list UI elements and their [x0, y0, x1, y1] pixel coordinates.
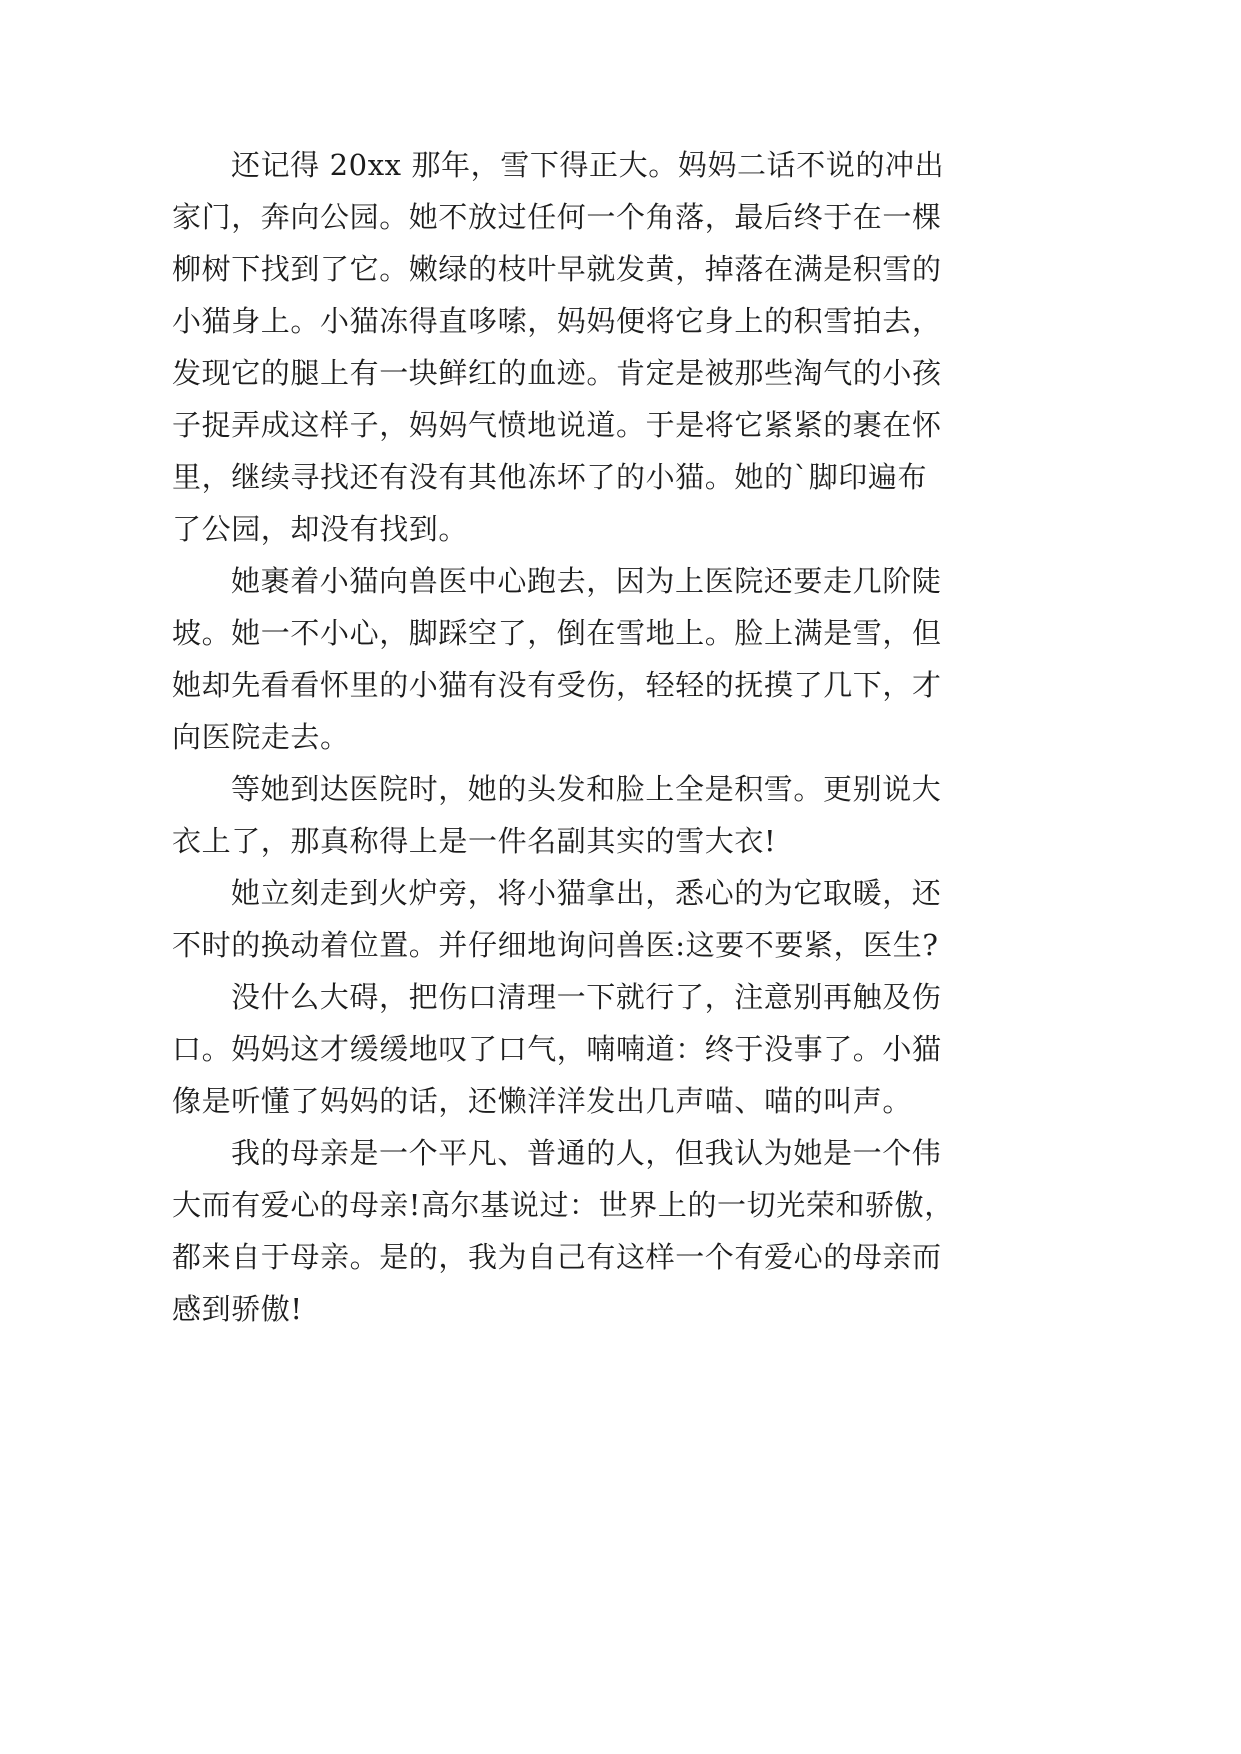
text-line: 了公园，却没有找到。	[172, 512, 469, 546]
text-line: 都来自于母亲。是的，我为自己有这样一个有爱心的母亲而	[172, 1240, 942, 1274]
text-line: 小猫身上。小猫冻得直哆嗦，妈妈便将它身上的积雪拍去，	[172, 304, 942, 338]
text-line: 感到骄傲!	[172, 1292, 303, 1326]
text-line: 向医院走去。	[172, 720, 350, 754]
paragraph-3	[172, 763, 992, 867]
text-line: 坡。她一不小心，脚踩空了，倒在雪地上。脸上满是雪，但	[172, 616, 942, 650]
paragraph-1	[172, 139, 992, 555]
text-line: 不时的换动着位置。并仔细地询问兽医:这要不要紧，医生?	[172, 928, 939, 962]
text-line: 我的母亲是一个平凡、普通的人，但我认为她是一个伟	[231, 1136, 942, 1170]
text-line: 衣上了，那真称得上是一件名副其实的雪大衣!	[172, 824, 777, 858]
text-line: 她却先看看怀里的小猫有没有受伤，轻轻的抚摸了几下，才	[172, 668, 942, 702]
text-line: 柳树下找到了它。嫩绿的枝叶早就发黄，掉落在满是积雪的	[172, 252, 942, 286]
text-line: 她裹着小猫向兽医中心跑去，因为上医院还要走几阶陡	[231, 564, 942, 598]
text-line: 家门，奔向公园。她不放过任何一个角落，最后终于在一棵	[172, 200, 942, 234]
text-line: 她立刻走到火炉旁，将小猫拿出，悉心的为它取暖，还	[231, 876, 942, 910]
text-line: 没什么大碍，把伤口清理一下就行了，注意别再触及伤	[231, 980, 942, 1014]
text-line: 子捉弄成这样子，妈妈气愤地说道。于是将它紧紧的裹在怀	[172, 408, 942, 442]
text-line: 发现它的腿上有一块鲜红的血迹。肯定是被那些淘气的小孩	[172, 356, 942, 390]
paragraph-2	[172, 555, 992, 763]
text-line: 还记得 20xx 那年，雪下得正大。妈妈二话不说的冲出	[231, 148, 945, 182]
text-line: 里，继续寻找还有没有其他冻坏了的小猫。她的`脚印遍布	[172, 460, 928, 494]
paragraph-4	[172, 867, 992, 971]
text-line: 像是听懂了妈妈的话，还懒洋洋发出几声喵、喵的叫声。	[172, 1084, 913, 1118]
text-line: 大而有爱心的母亲!高尔基说过：世界上的一切光荣和骄傲，	[172, 1188, 954, 1222]
text-line: 口。妈妈这才缓缓地叹了口气，喃喃道：终于没事了。小猫	[172, 1032, 942, 1066]
paragraph-5	[172, 971, 992, 1127]
document-body	[172, 139, 992, 1335]
text-line: 等她到达医院时，她的头发和脸上全是积雪。更别说大	[231, 772, 942, 806]
paragraph-6	[172, 1127, 992, 1335]
